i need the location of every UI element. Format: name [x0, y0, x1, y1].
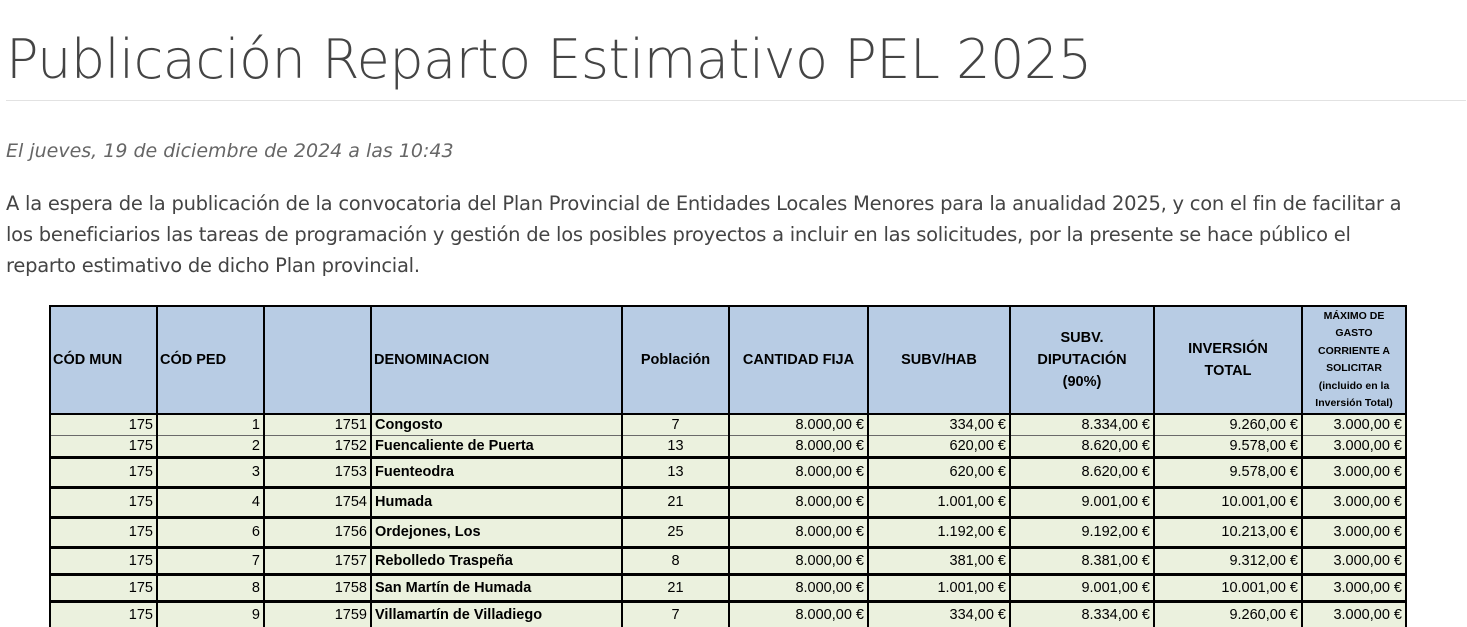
cell-code: 1752: [264, 436, 371, 458]
header-line: (90%): [1062, 374, 1102, 390]
cell-subv-diputacion: 9.001,00 €: [1010, 488, 1154, 518]
cell-cod-ped: 8: [157, 575, 264, 602]
table-row: [50, 575, 1406, 602]
cell-subv-diputacion: 8.620,00 €: [1010, 436, 1154, 458]
cell-cantidad-fija: 8.000,00 €: [729, 602, 868, 627]
cell-subv-hab: 1.192,00 €: [868, 518, 1010, 548]
header-line: (incluido en la: [1318, 379, 1390, 392]
table-row: [50, 414, 1406, 436]
table-row: [50, 458, 1406, 488]
cell-poblacion: 13: [622, 458, 729, 488]
cell-poblacion: 7: [622, 414, 729, 436]
header-maximo-gasto: [1302, 306, 1406, 414]
cell-subv-hab: 334,00 €: [868, 602, 1010, 627]
header-poblacion: Población: [622, 306, 729, 414]
cell-code: 1751: [264, 414, 371, 436]
cell-inversion-total: 9.260,00 €: [1154, 602, 1302, 627]
cell-poblacion: 7: [622, 602, 729, 627]
cell-cantidad-fija: 8.000,00 €: [729, 414, 868, 436]
header-cod-ped: CÓD PED: [157, 306, 264, 414]
intro-paragraph: [6, 188, 1466, 281]
cell-cod-mun: 175: [50, 458, 157, 488]
cell-denominacion: Humada: [371, 488, 622, 518]
cell-cantidad-fija: 8.000,00 €: [729, 436, 868, 458]
table-row: [50, 518, 1406, 548]
cell-cantidad-fija: 8.000,00 €: [729, 518, 868, 548]
cell-code: 1758: [264, 575, 371, 602]
cell-cod-ped: 9: [157, 602, 264, 627]
cell-cod-mun: 175: [50, 488, 157, 518]
cell-subv-diputacion: 8.381,00 €: [1010, 548, 1154, 575]
cell-subv-hab: 620,00 €: [868, 458, 1010, 488]
header-cod-mun: CÓD MUN: [50, 306, 157, 414]
cell-poblacion: 13: [622, 436, 729, 458]
cell-inversion-total: 9.578,00 €: [1154, 436, 1302, 458]
cell-cod-ped: 7: [157, 548, 264, 575]
cell-cod-ped: 2: [157, 436, 264, 458]
reparto-table: [49, 305, 1407, 627]
cell-code: 1756: [264, 518, 371, 548]
cell-denominacion: Villamartín de Villadiego: [371, 602, 622, 627]
cell-subv-diputacion: 9.001,00 €: [1010, 575, 1154, 602]
cell-poblacion: 21: [622, 575, 729, 602]
header-subv-diputacion: [1010, 306, 1154, 414]
table-row: [50, 436, 1406, 458]
page-title: Publicación Reparto Estimativo PEL 2025: [6, 28, 1092, 91]
header-inversion-total: [1154, 306, 1302, 414]
intro-line: los beneficiarios las tareas de programación y gestión de los posibles proyectos a incluir en las solicitudes, por la presente se hace público el: [6, 223, 1351, 246]
table-row: [50, 488, 1406, 518]
cell-cantidad-fija: 8.000,00 €: [729, 575, 868, 602]
cell-code: 1753: [264, 458, 371, 488]
cell-code: 1759: [264, 602, 371, 627]
table-row: [50, 602, 1406, 627]
cell-maximo-gasto: 3.000,00 €: [1302, 414, 1406, 436]
cell-denominacion: Rebolledo Traspeña: [371, 548, 622, 575]
header-line: SOLICITAR: [1326, 362, 1382, 374]
cell-poblacion: 25: [622, 518, 729, 548]
cell-code: 1757: [264, 548, 371, 575]
header-line: INVERSIÓN: [1188, 341, 1268, 357]
cell-cod-ped: 3: [157, 458, 264, 488]
cell-poblacion: 21: [622, 488, 729, 518]
intro-line: reparto estimativo de dicho Plan provincial.: [6, 254, 420, 277]
cell-denominacion: Fuencaliente de Puerta: [371, 436, 622, 458]
post-date: El jueves, 19 de diciembre de 2024 a las 10:43: [6, 140, 454, 162]
cell-inversion-total: 9.578,00 €: [1154, 458, 1302, 488]
cell-cod-mun: 175: [50, 436, 157, 458]
cell-denominacion: Ordejones, Los: [371, 518, 622, 548]
cell-subv-hab: 620,00 €: [868, 436, 1010, 458]
cell-cantidad-fija: 8.000,00 €: [729, 458, 868, 488]
cell-cantidad-fija: 8.000,00 €: [729, 548, 868, 575]
cell-subv-hab: 1.001,00 €: [868, 575, 1010, 602]
cell-maximo-gasto: 3.000,00 €: [1302, 548, 1406, 575]
cell-cod-mun: 175: [50, 518, 157, 548]
title-divider: [6, 100, 1466, 101]
header-line: DIPUTACIÓN: [1037, 352, 1127, 368]
cell-denominacion: Congosto: [371, 414, 622, 436]
cell-inversion-total: 9.312,00 €: [1154, 548, 1302, 575]
cell-subv-diputacion: 8.620,00 €: [1010, 458, 1154, 488]
table-header-row: [50, 306, 1406, 414]
intro-line: A la espera de la publicación de la convocatoria del Plan Provincial de Entidades Locales Menores para la anualidad 2025, y con el fin de facilitar a: [6, 192, 1402, 215]
cell-subv-diputacion: 8.334,00 €: [1010, 414, 1154, 436]
cell-maximo-gasto: 3.000,00 €: [1302, 518, 1406, 548]
cell-maximo-gasto: 3.000,00 €: [1302, 602, 1406, 627]
header-line: SUBV.: [1060, 330, 1104, 346]
header-code: [264, 306, 371, 414]
cell-subv-diputacion: 8.334,00 €: [1010, 602, 1154, 627]
cell-inversion-total: 10.001,00 €: [1154, 575, 1302, 602]
cell-cod-ped: 6: [157, 518, 264, 548]
cell-cod-ped: 1: [157, 414, 264, 436]
cell-inversion-total: 10.001,00 €: [1154, 488, 1302, 518]
cell-maximo-gasto: 3.000,00 €: [1302, 458, 1406, 488]
cell-poblacion: 8: [622, 548, 729, 575]
table-row: [50, 548, 1406, 575]
cell-subv-hab: 381,00 €: [868, 548, 1010, 575]
cell-denominacion: San Martín de Humada: [371, 575, 622, 602]
header-line: TOTAL: [1204, 363, 1252, 379]
cell-subv-hab: 1.001,00 €: [868, 488, 1010, 518]
cell-maximo-gasto: 3.000,00 €: [1302, 575, 1406, 602]
header-cantidad-fija: CANTIDAD FIJA: [729, 306, 868, 414]
cell-maximo-gasto: 3.000,00 €: [1302, 436, 1406, 458]
header-denominacion: DENOMINACION: [371, 306, 622, 414]
cell-subv-diputacion: 9.192,00 €: [1010, 518, 1154, 548]
cell-cod-mun: 175: [50, 575, 157, 602]
header-line: MÁXIMO DE: [1323, 309, 1385, 322]
header-line: CORRIENTE A: [1318, 344, 1390, 357]
cell-inversion-total: 9.260,00 €: [1154, 414, 1302, 436]
cell-inversion-total: 10.213,00 €: [1154, 518, 1302, 548]
cell-cantidad-fija: 8.000,00 €: [729, 488, 868, 518]
cell-denominacion: Fuenteodra: [371, 458, 622, 488]
header-line: GASTO: [1335, 327, 1373, 339]
cell-subv-hab: 334,00 €: [868, 414, 1010, 436]
cell-code: 1754: [264, 488, 371, 518]
cell-cod-mun: 175: [50, 414, 157, 436]
header-line: Inversión Total): [1315, 397, 1393, 409]
cell-cod-mun: 175: [50, 548, 157, 575]
cell-cod-ped: 4: [157, 488, 264, 518]
cell-maximo-gasto: 3.000,00 €: [1302, 488, 1406, 518]
header-subv-hab: SUBV/HAB: [868, 306, 1010, 414]
cell-cod-mun: 175: [50, 602, 157, 627]
